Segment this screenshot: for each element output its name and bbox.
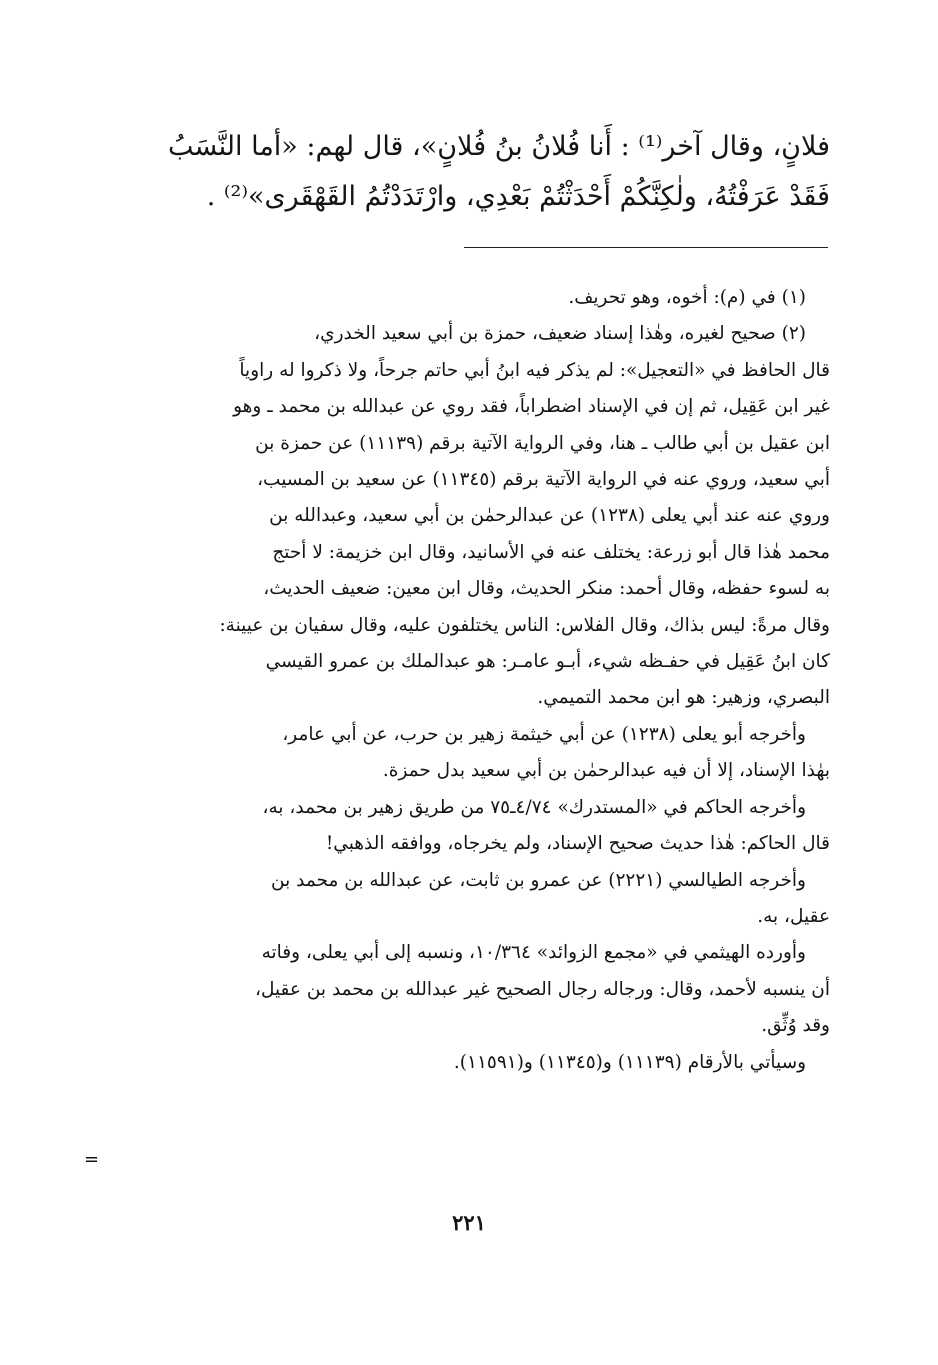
main-text-line-2: فَقَدْ عَرَفْتُهُ، ولٰكِنَّكُمْ أَحْدَثْتُمْ بَعْدِي، وارْتَدَدْتُمُ القَهْقَرى»⁽²⁾ . <box>206 181 830 212</box>
footnote-line: وقال مرةً: ليس بذاك، وقال الفلاس: الناس يختلفون عليه، وقال سفيان بن عيينة: <box>219 614 830 636</box>
footnotes <box>118 280 830 1081</box>
footnote-2: (٢) صحيح لغيره، وهٰذا إسناد ضعيف، حمزة بن أبي سعيد الخدري، <box>314 323 806 345</box>
footnote-line: به لسوء حفظه، وقال أحمد: منكر الحديث، وقال ابن معين: ضعيف الحديث، <box>263 578 830 600</box>
main-text <box>118 122 830 222</box>
footnote-line: وسيأتي بالأرقام (١١١٣٩) و(١١٣٤٥) و(١١٥٩١). <box>453 1051 806 1073</box>
footnote-line: بهٰذا الإسناد، إلا أن فيه عبدالرحمٰن بن أبي سعيد بدل حمزة. <box>382 760 830 782</box>
footnote-line: قال الحافظ في «التعجيل»: لم يذكر فيه ابنُ أبي حاتم جرحاً، ولا ذكروا له راوياً <box>239 359 830 381</box>
footnote-line: وقد وُثِّق. <box>761 1015 830 1037</box>
footnote-line: أن ينسبه لأحمد، وقال: ورجاله رجال الصحيح غير عبدالله بن محمد بن عقيل، <box>254 978 830 1000</box>
footnote-line: قال الحاكم: هٰذا حديث صحيح الإسناد، ولم يخرجاه، ووافقه الذهبي! <box>325 833 830 855</box>
main-text-line-1: فلانٍ، وقال آخر⁽¹⁾ : أَنا فُلانُ بنُ فُلانٍ»، قال لهم: «أما النَّسَبُ <box>168 131 830 162</box>
footnote-line: محمد هٰذا قال أبو زرعة: يختلف عنه في الأسانيد، وقال ابن خزيمة: لا أحتج <box>272 541 830 563</box>
footnote-line: ابن عقيل بن أبي طالب ـ هنا، وفي الرواية الآتية برقم (١١١٣٩) عن حمزة بن <box>255 432 830 454</box>
footnote-line: أبي سعيد، وروي عنه في الرواية الآتية برقم (١١٣٤٥) عن سعيد بن المسيب، <box>257 469 830 491</box>
footnote-1: (١) في (م): أخوه، وهو تحريف. <box>568 287 806 308</box>
page-number: ٢٢١ <box>452 1210 486 1235</box>
footnote-line: وأخرجه الحاكم في «المستدرك» ٤/٧٤ـ٧٥ من طريق زهير بن محمد، به، <box>262 796 806 818</box>
footnote-separator <box>464 247 828 248</box>
margin-mark: = <box>84 1149 100 1170</box>
footnote-line: وروي عنه عند أبي يعلى (١٢٣٨) عن عبدالرحمٰن بن أبي سعيد، وعبدالله بن <box>269 505 830 527</box>
footnote-line: وأخرجه أبو يعلى (١٢٣٨) عن أبي خيثمة زهير بن حرب، عن أبي عامر، <box>282 723 806 745</box>
footnote-line: كان ابنُ عَقِيل في حفـظه شيء، أبـو عامـر: هو عبدالملك بن عمرو القيسي <box>265 651 830 673</box>
footnote-line: عقيل، به. <box>757 905 830 927</box>
footnote-line: وأورده الهيثمي في «مجمع الزوائد» ١٠/٣٦٤، ونسبه إلى أبي يعلى، وفاته <box>261 942 806 964</box>
footnote-line: البصري، وزهير: هو ابن محمد التميمي. <box>537 687 830 709</box>
footnote-line: غير ابن عَقِيل، ثم إن في الإسناد اضطراباً، فقد روي عن عبدالله بن محمد ـ وهو <box>233 396 830 418</box>
footnote-line: وأخرجه الطيالسي (٢٢٢١) عن عمرو بن ثابت، عن عبدالله بن محمد بن <box>271 869 806 891</box>
